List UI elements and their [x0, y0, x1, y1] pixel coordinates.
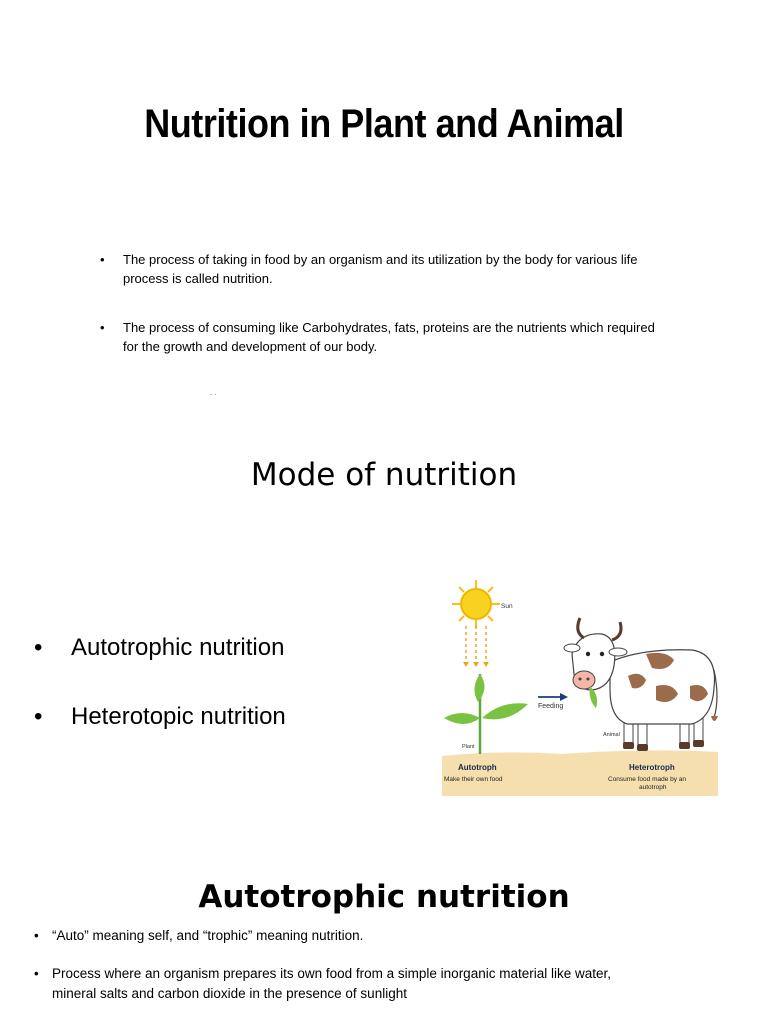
heterotroph-title: Heterotroph: [629, 763, 675, 772]
ground-band: [442, 750, 718, 796]
intro-bullet-1: • The process of taking in food by an organism and its utilization by the body for various life process is called nutrition.: [100, 251, 660, 288]
section-title-mode: Mode of nutrition: [250, 457, 518, 493]
plant-icon: [444, 674, 528, 754]
sun-icon: [452, 580, 500, 628]
autotrophic-bullet-1: • “Auto” meaning self, and “trophic” meaning nutrition.: [34, 926, 634, 946]
cow-icon: [564, 618, 718, 751]
mode-item-heterotopic: • Heterotopic nutrition: [34, 701, 286, 770]
heterotroph-desc-line1: Consume food made by an: [608, 776, 687, 783]
autotrophic-bullet-list-2: [34, 964, 634, 1003]
intro-bullet-list: [100, 251, 660, 288]
mode-item-autotrophic: • Autotrophic nutrition: [34, 632, 286, 701]
autotrophic-bullet-list: [34, 926, 634, 946]
feeding-label: Feeding: [538, 703, 564, 710]
autotrophic-bullet-2: • Process where an organism prepares its own food from a simple inorganic material like water, mineral salts and carbon dioxide in the presence of sunlight: [34, 964, 634, 1003]
intro-bullet-list-2: [100, 319, 660, 356]
sun-label: Sun: [501, 603, 513, 610]
animal-label: Animal: [603, 732, 620, 738]
section-title-autotrophic: Autotrophic nutrition: [198, 879, 570, 915]
autotroph-desc: Make their own food: [444, 776, 503, 783]
sunlight-rays: [466, 626, 486, 664]
plant-label: Plant: [462, 744, 475, 750]
feeding-arrow-icon: [538, 693, 568, 701]
stray-marks: . .: [210, 388, 217, 397]
heterotroph-desc-line2: autotroph: [639, 784, 667, 791]
nutrition-diagram: [442, 578, 718, 798]
mode-list: [34, 632, 286, 770]
autotroph-title: Autotroph: [458, 763, 497, 772]
intro-bullet-2: • The process of consuming like Carbohydrates, fats, proteins are the nutrients which required for the growth and development of our body.: [100, 319, 660, 356]
page-title: Nutrition in Plant and Animal: [144, 102, 624, 146]
